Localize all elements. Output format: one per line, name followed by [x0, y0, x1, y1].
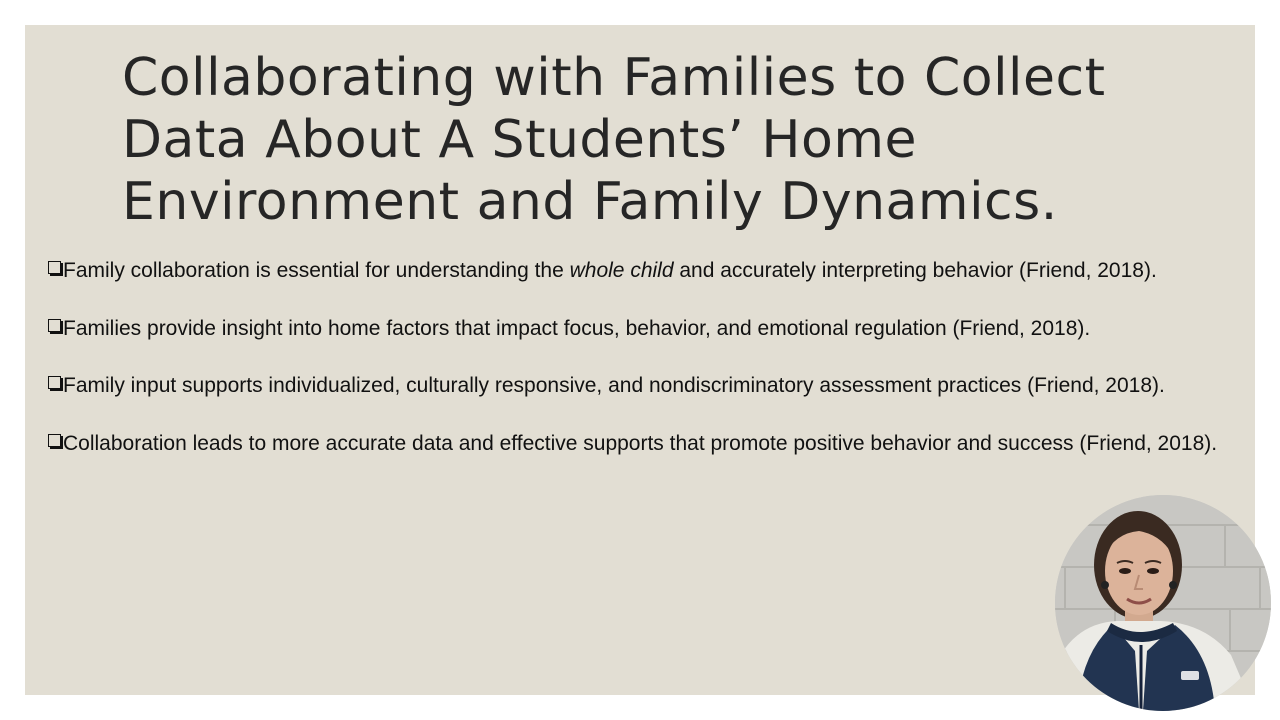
- bullet-item: [46, 415, 1246, 473]
- bullet-text: Family collaboration is essential for understanding the: [63, 259, 570, 282]
- presenter-webcam: [1055, 495, 1271, 711]
- checkbox-icon: [48, 376, 61, 389]
- bullet-list: [46, 242, 1246, 472]
- checkbox-icon: [48, 261, 61, 274]
- bullet-text: Collaboration leads to more accurate data and effective supports that promote positive behavior and success (Friend, 2018).: [63, 431, 1218, 455]
- bullet-text-end: and accurately interpreting behavior (Friend, 2018).: [673, 259, 1157, 282]
- slide-title: Collaborating with Families to Collect Data About A Students’ Home Environment and Family Dynamics.: [122, 48, 1106, 232]
- checkbox-icon: [48, 319, 61, 332]
- bullet-item: [46, 357, 1246, 415]
- presenter-video-icon: [1055, 495, 1271, 711]
- bullet-text: Family input supports individualized, culturally responsive, and nondiscriminatory assessment practices (Friend, 2018).: [63, 374, 1165, 397]
- bullet-item: [46, 242, 1246, 300]
- bullet-item: [46, 300, 1246, 358]
- checkbox-icon: [48, 434, 61, 447]
- bullet-emphasis: whole child: [569, 259, 674, 282]
- bullet-text: Families provide insight into home factors that impact focus, behavior, and emotional regulation (Friend, 2018).: [63, 316, 1091, 340]
